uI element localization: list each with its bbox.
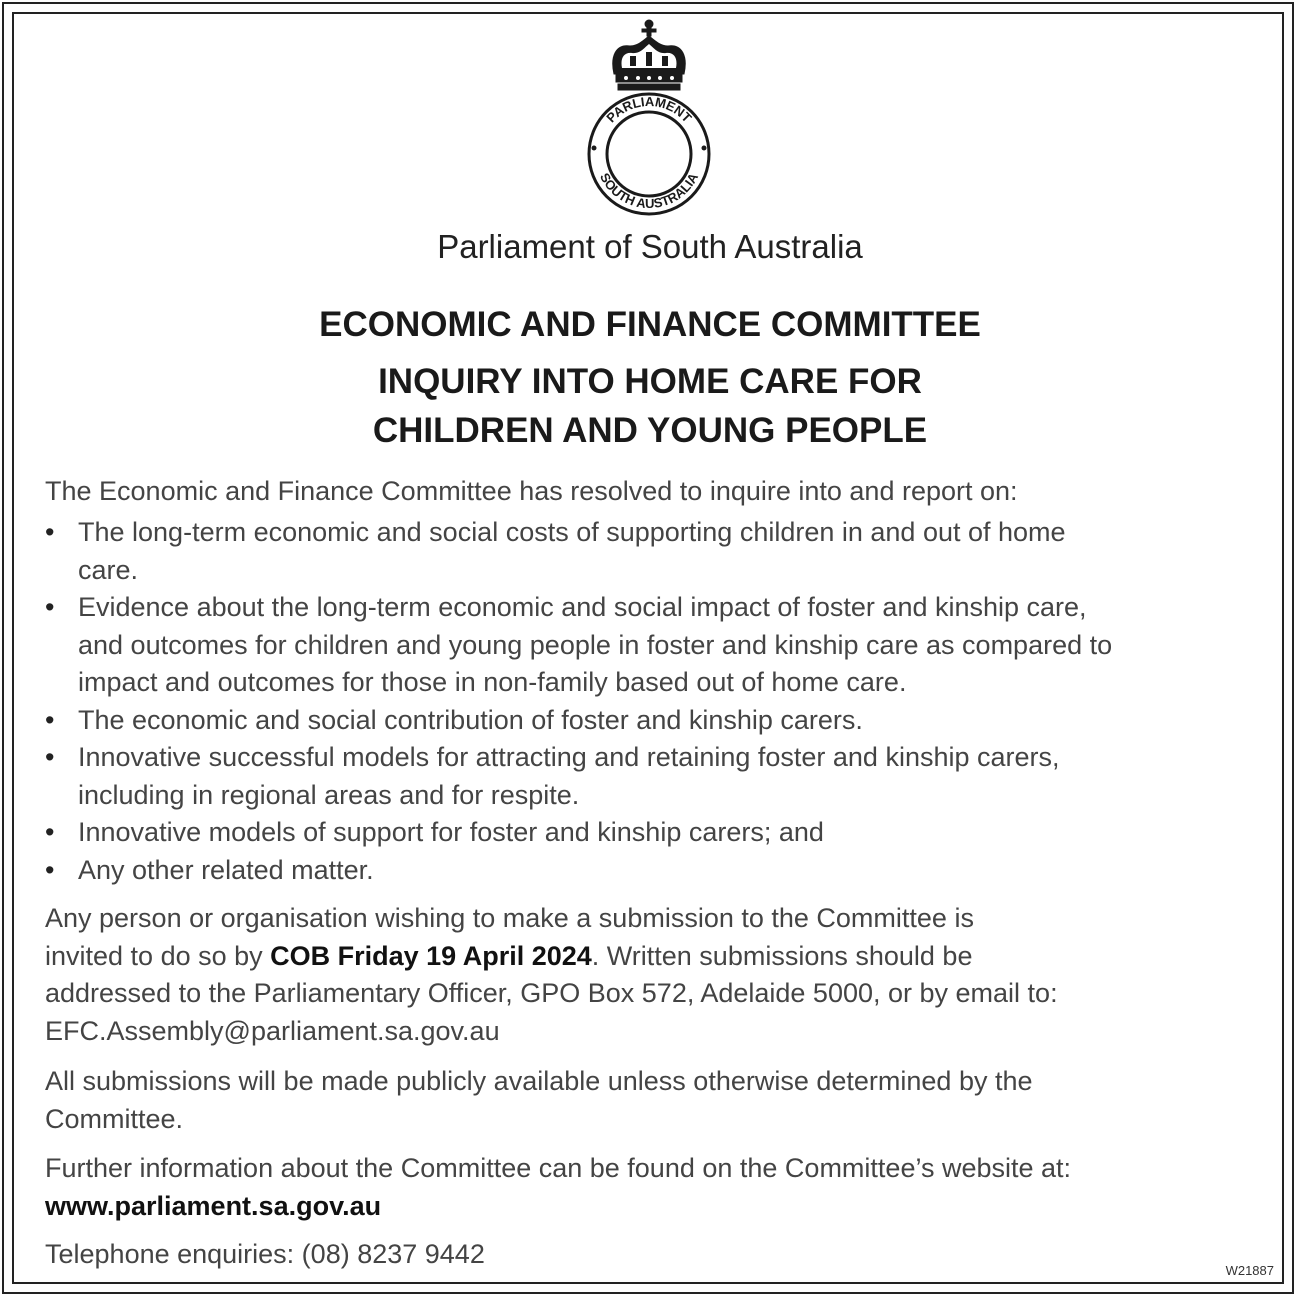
inquiry-heading-line-1: INQUIRY INTO HOME CARE FOR [378, 362, 922, 401]
seal-bottom-text: SOUTH AUSTRALIA [596, 170, 702, 212]
bullet-icon: • [45, 742, 55, 772]
list-item: • Any other related matter. [45, 852, 1255, 890]
parliament-seal-logo [574, 16, 724, 216]
public-notice-paragraph: All submissions will be made publicly available unless otherwise determined by the Committee. [45, 1066, 1033, 1134]
website-link[interactable]: www.parliament.sa.gov.au [45, 1190, 382, 1221]
bullet-icon: • [45, 854, 55, 885]
bullet-icon: • [45, 817, 55, 847]
organisation-name: Parliament of South Australia [437, 228, 863, 265]
submission-paragraph: Any person or organisation wishing to make a submission to the Committee is invited to do so by COB Friday 19 April 2024. Written submissions should be addressed to the Parliamentary Officer, GPO Box 572, Adelaide 5000, or by email to: EFC.Assembly@parliament.sa.gov.au [45, 903, 1058, 1046]
list-item: • Innovative models of support for foster and kinship carers; and [45, 814, 1255, 852]
bullet-icon: • [45, 592, 55, 622]
bullet-icon: • [45, 517, 55, 547]
list-item: • Evidence about the long-term economic and social impact of foster and kinship care, and outcomes for children and young people in foster and kinship care as compared to impact and outcomes for those in non-family based out of home care. [45, 589, 1255, 702]
committee-heading: ECONOMIC AND FINANCE COMMITTEE [319, 305, 981, 344]
seal-top-text: PARLIAMENT [603, 93, 695, 126]
list-item: • The long-term economic and social costs of supporting children in and out of home care. [45, 514, 1255, 589]
submission-email[interactable]: EFC.Assembly@parliament.sa.gov.au [45, 1015, 500, 1046]
reference-code: W21887 [1225, 1263, 1274, 1278]
list-item: • The economic and social contribution of foster and kinship carers. [45, 702, 1255, 740]
bullet-icon: • [45, 704, 55, 735]
submission-deadline: COB Friday 19 April 2024 [270, 940, 592, 971]
crown-icon [613, 20, 685, 90]
further-info-paragraph: Further information about the Committee can be found on the Committee’s website at: www.parliament.sa.gov.au [45, 1153, 1072, 1221]
intro-text: The Economic and Finance Committee has resolved to inquire into and report on: [45, 476, 1018, 506]
list-item: • Innovative successful models for attracting and retaining foster and kinship carers, including in regional areas and for respite. [45, 739, 1255, 814]
telephone-enquiries: Telephone enquiries: (08) 8237 9442 [45, 1239, 485, 1269]
terms-of-reference-list [45, 514, 1255, 889]
inquiry-heading-line-2: CHILDREN AND YOUNG PEOPLE [372, 411, 928, 450]
